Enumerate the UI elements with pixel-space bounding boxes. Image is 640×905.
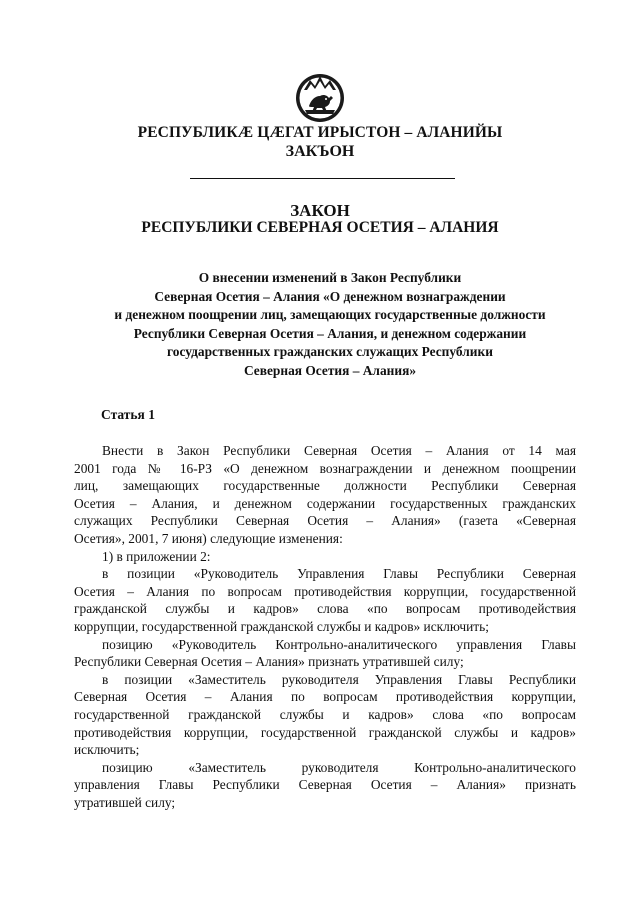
body-line: позицию «Заместитель руководителя Контрольно-аналитического xyxy=(102,759,576,775)
subject-line: и денежном поощрении лиц, замещающих государственные должности xyxy=(114,307,546,322)
body-line: в позиции «Заместитель руководителя Управления Главы Республики xyxy=(102,671,576,687)
body-line: Внести в Закон Республики Северная Осетия – Алания от 14 мая xyxy=(102,443,576,458)
republic-name-ossetian: РЕСПУБЛИКÆ ЦÆГАТ ИРЫСТОН – АЛАНИЙЫ xyxy=(137,124,503,141)
subject-line: Северная Осетия – Алания «О денежном вознаграждении xyxy=(154,288,506,304)
body-line: Северная Осетия – Алания по вопросам противодействия коррупции, xyxy=(74,689,576,705)
body-line: в позиции «Руководитель Управления Главы Республики Северная xyxy=(102,566,576,582)
body-line: утратившей силу; xyxy=(74,794,176,810)
article-heading: Статья 1 xyxy=(101,407,155,422)
body-line: Осетия – Алания по вопросам противодействия коррупции, государственной xyxy=(74,583,576,599)
header-divider xyxy=(190,178,455,179)
law-word-ossetian: ЗАКЪОН xyxy=(285,143,355,160)
body-line: коррупции, государственной гражданской службы и кадров» исключить; xyxy=(74,618,489,634)
body-line: Осетия», 2001, 7 июня) следующие изменения: xyxy=(74,530,343,546)
subject-line: Северная Осетия – Алания» xyxy=(243,362,417,378)
body-line: государственной гражданской службы и кадров» слова «по вопросам xyxy=(74,706,576,722)
subject-line: О внесении изменений в Закон Республики xyxy=(198,270,462,285)
article-body xyxy=(74,442,576,811)
body-line: управления Главы Республики Северная Осетия – Алания» признать xyxy=(74,777,576,793)
law-subject xyxy=(70,269,590,380)
republic-coat-of-arms-icon xyxy=(293,70,347,124)
document-title-republic: РЕСПУБЛИКИ СЕВЕРНАЯ ОСЕТИЯ – АЛАНИЯ xyxy=(141,219,499,236)
subject-line: Республики Северная Осетия – Алания, и денежном содержании xyxy=(133,325,527,341)
body-line: гражданской службы и кадров» слова «по вопросам противодействия xyxy=(74,601,576,617)
body-line: Республики Северная Осетия – Алания» признать утратившей силу; xyxy=(74,654,464,670)
body-line: 2001 года № 16-РЗ «О денежном вознаграждении и денежном поощрении xyxy=(74,460,576,476)
body-line: 1) в приложении 2: xyxy=(102,548,211,564)
subject-line: государственных гражданских служащих Республики xyxy=(167,344,493,359)
body-line: лиц, замещающих государственные должности Республики Северная xyxy=(74,478,576,494)
body-line: противодействия коррупции, государственной гражданской службы и кадров» xyxy=(74,724,576,740)
body-line: исключить; xyxy=(74,742,140,758)
body-line: позицию «Руководитель Контрольно-аналитического управления Главы xyxy=(102,636,576,652)
body-line: служащих Республики Северная Осетия – Алания» (газета «Северная xyxy=(74,513,576,529)
document-title: ЗАКОН xyxy=(290,201,350,220)
body-line: Осетия – Алания, и денежном содержании государственных гражданских xyxy=(74,495,576,511)
